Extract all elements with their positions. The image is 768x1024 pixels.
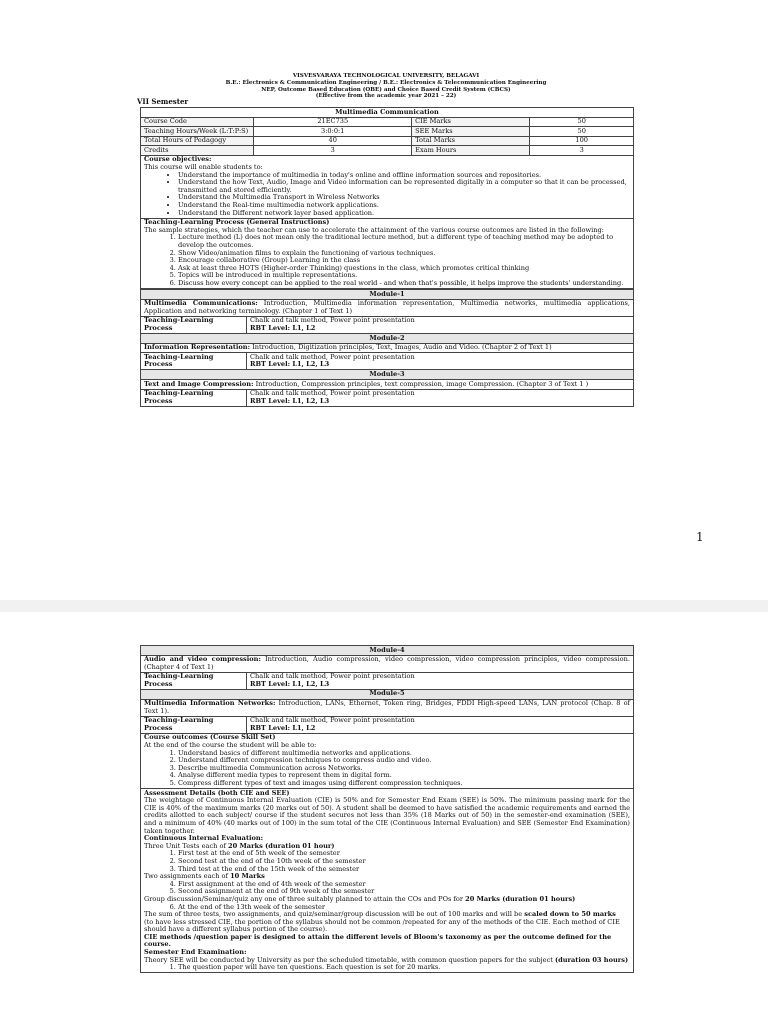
module-3-text: Introduction, Compression principles, text compression, image Compression. (Chapter 3 of Text 1 ) (253, 379, 589, 388)
exam-hours-label: Exam Hours (412, 146, 530, 156)
see-heading: Semester End Examination: (144, 948, 247, 957)
assignment-item: 4. First assignment at the end of 4th week of the semester (178, 881, 630, 889)
tl-process-label: Teaching-Learning Process (141, 716, 247, 733)
group-marks: 20 Marks (duration 01 hours) (465, 894, 576, 903)
tl-method: Chalk and talk method, Power point presentation (249, 316, 415, 325)
test-item: 1. First test at the end of 5th week of the semester (178, 850, 630, 858)
outcome-item: 1. Understand basics of different multimedia networks and applications. (178, 750, 630, 758)
university-name: VISVESVARAYA TECHNOLOGICAL UNIVERSITY, BELAGAVI (292, 73, 480, 79)
assessment-details (141, 789, 634, 973)
tlp-heading: Teaching-Learning Process (General Instructions) (144, 218, 330, 227)
module-2-topic: Information Representation: (144, 343, 251, 352)
objective-item: • Understand the importance of multimedia in today's online and offline information sources and repositories. (178, 172, 630, 180)
document-page-2 (0, 612, 768, 1024)
module-4-tl (246, 672, 633, 689)
rbt-level: RBT Level: L1, L2 (249, 323, 316, 332)
objectives-intro: This course will enable students to: (144, 163, 263, 172)
see-marks-value: 50 (530, 127, 634, 137)
group-item: 6. At the end of the 13th week of the semester (178, 904, 630, 912)
module-2-title: Module-2 (141, 334, 634, 344)
assignment-item: 5. Second assignment at the end of 9th week of the semester (178, 888, 630, 896)
page-number: 1 (696, 530, 704, 544)
pedagogy-hours-label: Total Hours of Pedagogy (141, 136, 254, 146)
assessment-paragraph: The weightage of Continuous Internal Evaluation (CIE) is 50% and for Semester End Exam (SEE) is 50%. The minimum passing mark for the CIE is 40% of the maximum marks (20 marks out of 50). A student shall be deemed to have satisfied the academic requirements and earned the credits allotted to each subject/ course if the student secures not less than 35% (18 Marks out of 50) in the semester-end examination (SEE), and a minimum of 40% (40 marks out of 100) in the sum total of the CIE (Continuous Internal Evaluation) and SEE (Semester End Examination) taken together. (144, 796, 630, 835)
module-4-topic: Audio and video compression: (144, 655, 261, 664)
course-outcomes (141, 733, 634, 788)
assign-marks: 10 Marks (230, 872, 265, 881)
teaching-hours-value: 3:0:0:1 (254, 127, 412, 137)
tl-process-label: Teaching-Learning Process (141, 389, 247, 406)
module-3-topic: Text and Image Compression: (144, 379, 254, 388)
syllabus-table-part1 (140, 107, 634, 407)
test-item: 2. Second test at the end of the 10th week of the semester (178, 858, 630, 866)
course-row (141, 136, 634, 146)
rbt-level: RBT Level: L1, L2 (249, 723, 316, 732)
page-divider (0, 600, 768, 612)
module-4-content (141, 655, 634, 672)
tl-method: Chalk and talk method, Power point presentation (249, 389, 415, 398)
cie-marks-label: CIE Marks (412, 117, 530, 127)
see-item: 1. The question paper will have ten questions. Each question is set for 20 marks. (178, 964, 630, 972)
module-4-title: Module-4 (141, 646, 634, 656)
module-5-title: Module-5 (141, 689, 634, 699)
group-pre: Group discussion/Seminar/quiz any one of three suitably planned to attain the COs and POs for (144, 894, 466, 903)
effective-line: (Effective from the academic year 2021 – 22) (315, 93, 457, 99)
module-3-content (141, 380, 634, 390)
course-row (141, 146, 634, 156)
tl-process-label: Teaching-Learning Process (141, 672, 247, 689)
syllabus-table-part2 (140, 645, 634, 973)
credits-value: 3 (254, 146, 412, 156)
module-1-title: Module-1 (141, 290, 634, 300)
scheme-line: NEP, Outcome Based Education (OBE) and Choice Based Credit System (CBCS) (261, 87, 511, 93)
tests-duration: 20 Marks (duration 01 hour) (228, 841, 335, 850)
tlp-item: 6. Discuss how every concept can be applied to the real world - and when that's possible, it helps improve the students' understanding. (178, 280, 630, 288)
tl-method: Chalk and talk method, Power point presentation (249, 672, 415, 681)
course-code-label: Course Code (141, 117, 254, 127)
see-duration: (duration 03 hours) (555, 955, 629, 964)
see-pre: Theory SEE will be conducted by University as per the scheduled timetable, with common question papers for the subject (144, 955, 556, 964)
pedagogy-hours-value: 40 (254, 136, 412, 146)
tlp-item: 5. Topics will be introduced in multiple representations. (178, 272, 630, 280)
sum-scaled: scaled down to 50 marks (524, 910, 616, 919)
sum-pre: The sum of three tests, two assignments, and quiz/seminar/group discussion will be out of 100 marks and will be (144, 910, 525, 919)
module-2-tl (246, 353, 633, 370)
cie-note: (to have less stressed CIE, the portion of the syllabus should not be common /repeated for any of the methods of the CIE. Each method of CIE should have a different syllabus portion of the course). (144, 917, 620, 934)
tlp-intro: The sample strategies, which the teacher can use to accelerate the attainment of the various course outcomes are listed in the following: (144, 225, 604, 234)
objectives-heading: Course objectives: (144, 155, 212, 164)
objective-item: • Understand the how Text, Audio, Image and Video information can be represented digitally in a computer so that it can be processed, transmitted and stored efficiently. (178, 179, 630, 194)
rbt-level: RBT Level: L1, L2, L3 (249, 679, 330, 688)
test-item: 3. Third test at the end of the 15th week of the semester (178, 866, 630, 874)
tests-pre: Three Unit Tests each of (144, 841, 229, 850)
module-5-topic: Multimedia Information Networks: (144, 699, 276, 708)
see-marks-label: SEE Marks (412, 127, 530, 137)
module-1-topic: Multimedia Communications: (144, 299, 258, 308)
outcome-item: 5. Compress different types of text and images using different compression techniques. (178, 780, 630, 788)
tlp-item: 2. Show Video/animation films to explain the functioning of various techniques. (178, 250, 630, 258)
course-code-value: 21EC735 (254, 117, 412, 127)
module-1-tl (246, 316, 633, 333)
objective-item: • Understand the Multimedia Transport in Wireless Networks (178, 194, 630, 202)
module-5-text: Introduction, LANs, Ethernet, Token ring, Bridges, FDDI High-speed LANs, LAN protocol (Chap. 8 of Text 1). (144, 699, 630, 715)
module-1-text: Introduction, Multimedia information representation, Multimedia networks, multimedia applications, Application and networking terminology. (Chapter 1 of Text 1) (144, 299, 631, 315)
rbt-level: RBT Level: L1, L2, L3 (249, 360, 330, 369)
program-line: B.E.: Electronics & Communication Engineering / B.E.: Electronics & Telecommunication Engineering (225, 80, 547, 86)
module-2-text: Introduction, Digitization principles, Text, Images, Audio and Video. (Chapter 2 of Text 1) (250, 343, 552, 352)
cie-marks-value: 50 (530, 117, 634, 127)
cie-heading: Continuous Internal Evaluation: (144, 834, 264, 843)
tlp-item: 4. Ask at least three HOTS (Higher-order Thinking) questions in the class, which promotes critical thinking (178, 265, 630, 273)
assessment-heading: Assessment Details (both CIE and SEE) (144, 788, 290, 797)
course-objectives (141, 155, 634, 218)
outcome-item: 4. Analyse different media types to represent them in digital form. (178, 772, 630, 780)
tl-process-label: Teaching-Learning Process (141, 316, 247, 333)
course-row (141, 127, 634, 137)
total-marks-label: Total Marks (412, 136, 530, 146)
tl-process-label: Teaching-Learning Process (141, 353, 247, 370)
module-1-content (141, 299, 634, 316)
objective-item: • Understand the Real-time multimedia network applications. (178, 202, 630, 210)
tlp-item: 1. Lecture method (L) does not mean only the traditional lecture method, but a different type of teaching method may be adopted to develop the outcomes. (178, 234, 630, 249)
module-5-content (141, 699, 634, 716)
module-3-tl (246, 389, 633, 406)
cie-methods: CIE methods /question paper is designed to attain the different levels of Bloom's taxonomy as per the outcome defined for the course. (144, 932, 612, 949)
module-4-text: Introduction, Audio compression, video compression, video compression principles, video compression. (Chapter 4 of Text 1) (144, 655, 630, 671)
tlp-item: 3. Encourage collaborative (Group) Learning in the class (178, 257, 630, 265)
tl-method: Chalk and talk method, Power point presentation (249, 352, 415, 361)
module-2-content (141, 343, 634, 353)
total-marks-value: 100 (530, 136, 634, 146)
objective-item: • Understand the Different network layer based application. (178, 210, 630, 218)
module-5-tl (246, 716, 633, 733)
outcome-item: 3. Describe multimedia Communication across Networks. (178, 765, 630, 773)
module-3-title: Module-3 (141, 370, 634, 380)
teaching-hours-label: Teaching Hours/Week (L:T:P:S) (141, 127, 254, 137)
course-row (141, 117, 634, 127)
outcomes-heading: Course outcomes (Course Skill Set) (144, 733, 276, 742)
rbt-level: RBT Level: L1, L2, L3 (249, 396, 330, 405)
outcome-item: 2. Understand different compression techniques to compress audio and video. (178, 757, 630, 765)
assign-pre: Two assignments each of (144, 872, 231, 881)
teaching-learning-instructions (141, 218, 634, 288)
outcomes-intro: At the end of the course the student will be able to: (144, 741, 317, 750)
exam-hours-value: 3 (530, 146, 634, 156)
semester-label: VII Semester (137, 97, 189, 106)
tl-method: Chalk and talk method, Power point presentation (249, 716, 415, 725)
course-title: Multimedia Communication (141, 108, 634, 118)
credits-label: Credits (141, 146, 254, 156)
